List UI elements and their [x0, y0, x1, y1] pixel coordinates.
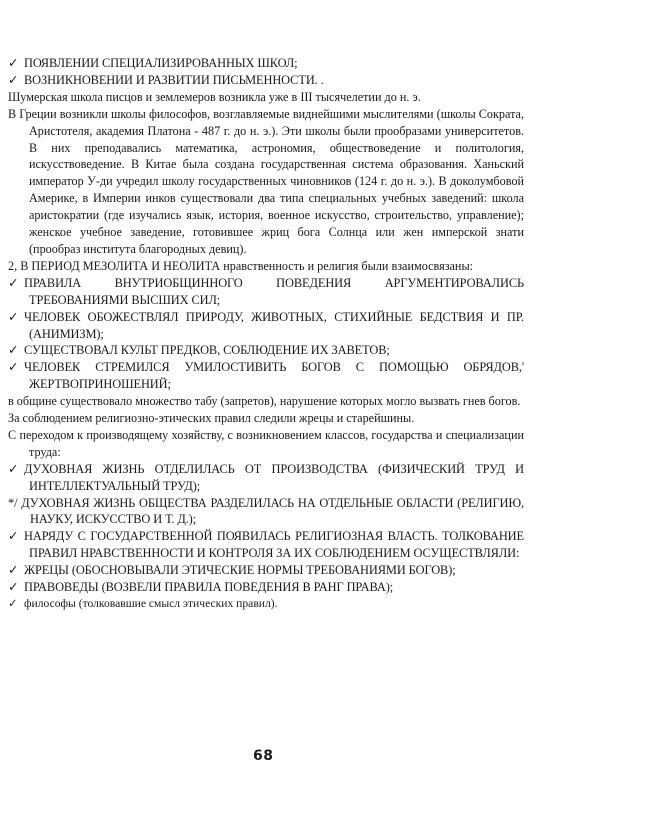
paragraph-mesolithic-neolithic: 2, В ПЕРИОД МЕЗОЛИТА И НЕОЛИТА нравственность и религия были взаимосвязаны:	[8, 258, 474, 273]
bullet-text: ПОЯВЛЕНИИ СПЕЦИАЛИЗИРОВАННЫХ ШКОЛ;	[24, 56, 298, 70]
bullet-text: ПРАВОВЕДЫ (ВОЗВЕЛИ ПРАВИЛА ПОВЕДЕНИЯ В РАНГ ПРАВА);	[24, 580, 394, 595]
bullet-text: СУЩЕСТВОВАЛ КУЛЬТ ПРЕДКОВ, СОБЛЮДЕНИЕ ИХ ЗАВЕТОВ;	[24, 343, 390, 358]
bullet-spiritual-separated	[8, 461, 524, 495]
checkmark-icon: ✓	[8, 56, 19, 70]
checkmark-icon: ✓	[8, 309, 19, 324]
bullet-writing-development	[8, 72, 524, 89]
paragraph-priests-elders: За соблюдением религиозно-этических правил следили жрецы и старейшины.	[8, 411, 415, 426]
paragraph-taboos: в общине существовало множество табу (запретов), нарушение которых могло вызвать гнев богов.	[8, 394, 521, 409]
paragraph-sumerian-school: Шумерская школа писцов и землемеров возникла уже в III тысячелетии до н. э.	[8, 89, 421, 104]
bullet-jurists	[8, 579, 524, 596]
bullet-philosophers	[8, 596, 524, 613]
bullet-specialized-schools	[8, 55, 524, 72]
bullet-ancestor-cult	[8, 342, 524, 359]
bullet-text: ДУХОВНАЯ ЖИЗНЬ ОТДЕЛИЛАСЬ ОТ ПРОИЗВОДСТВА (ФИЗИЧЕСКИЙ ТРУД И ИНТЕЛЛЕКТУАЛЬНЫЙ ТРУД);	[24, 461, 524, 493]
bullet-religious-power	[8, 528, 524, 562]
bullet-text: ЧЕЛОВЕК ОБОЖЕСТВЛЯЛ ПРИРОДУ, ЖИВОТНЫХ, СТИХИЙНЫЕ БЕДСТВИЯ И ПР. (АНИМИЗМ);	[24, 309, 524, 341]
bullet-text: ВОЗНИКНОВЕНИИ И РАЗВИТИИ ПИСЬМЕННОСТИ. .	[24, 72, 324, 87]
checkmark-icon: ✓	[8, 580, 19, 595]
bullet-rules-behaviour	[8, 275, 524, 309]
bullet-text: НАРЯДУ С ГОСУДАРСТВЕННОЙ ПОЯВИЛАСЬ РЕЛИГИОЗНАЯ ВЛАСТЬ. ТОЛКОВАНИЕ ПРАВИЛ НРАВСТВЕННОСТИ И КОНТРОЛЯ ЗА ИХ СОБЛЮДЕНИЕМ ОСУЩЕСТВЛЯЛИ:	[24, 529, 524, 561]
page-number: 68	[253, 748, 274, 764]
checkmark-icon: ✓	[8, 72, 19, 87]
bullet-rituals-sacrifices	[8, 359, 524, 393]
document-body	[8, 55, 524, 613]
bullet-text: ЧЕЛОВЕК СТРЕМИЛСЯ УМИЛОСТИВИТЬ БОГОВ С ПОМОЩЬЮ ОБРЯДОВ,' ЖЕРТВОПРИНОШЕНИЙ;	[24, 360, 524, 392]
bullet-animism	[8, 309, 524, 343]
checkmark-icon: ✓	[8, 597, 18, 610]
checkmark-icon: ✓	[8, 343, 19, 358]
bullet-text: философы (толковавшие смысл этических правил).	[24, 597, 278, 610]
checkmark-icon: ✓	[8, 275, 19, 290]
paragraph-productive-economy: С переходом к производящему хозяйству, с возникновением классов, государства и специализации труда:	[8, 427, 524, 459]
checkmark-icon: ✓	[8, 529, 19, 544]
bullet-priests	[8, 562, 524, 579]
checkmark-icon: ✓	[8, 563, 19, 578]
bullet-text: ЖРЕЦЫ (ОБОСНОВЫВАЛИ ЭТИЧЕСКИЕ НОРМЫ ТРЕБОВАНИЯМИ БОГОВ);	[24, 563, 456, 578]
bullet-text: ПРАВИЛА ВНУТРИОБЩИННОГО ПОВЕДЕНИЯ АРГУМЕНТИРОВАЛИСЬ ТРЕБОВАНИЯМИ ВЫСШИХ СИЛ;	[24, 275, 524, 307]
paragraph-greece-schools: В Греции возникли школы философов, возглавляемые виднейшими мыслителями (школы Сократа, Аристотеля, академия Платона - 487 г. до н. э.). Эти школы были прообразами университетов. В них преподавались математика, астрономия, обществоведение и политология, искусствоведение. В Китае была создана государственная система образования. Ханьский император У-ди учредил школу государственных чиновников (124 г. до н. э.). В доколумбовой Америке, в Империи инков существовали два типа специальных учебных заведений: школа аристократии (где изучались язык, история, военное искусство, строительство, управление); женское учебное заведение, готовившее жриц бога Солнца или жен имперской знати (прообраз института благородных девиц).	[8, 106, 524, 256]
bullet-spiritual-areas: */ ДУХОВНАЯ ЖИЗНЬ ОБЩЕСТВА РАЗДЕЛИЛАСЬ НА ОТДЕЛЬНЫЕ ОБЛАСТИ (РЕЛИГИЮ, НАУКУ, ИСКУССТВО И Т. Д.);	[8, 495, 524, 527]
checkmark-icon: ✓	[8, 461, 19, 476]
checkmark-icon: ✓	[8, 360, 19, 375]
